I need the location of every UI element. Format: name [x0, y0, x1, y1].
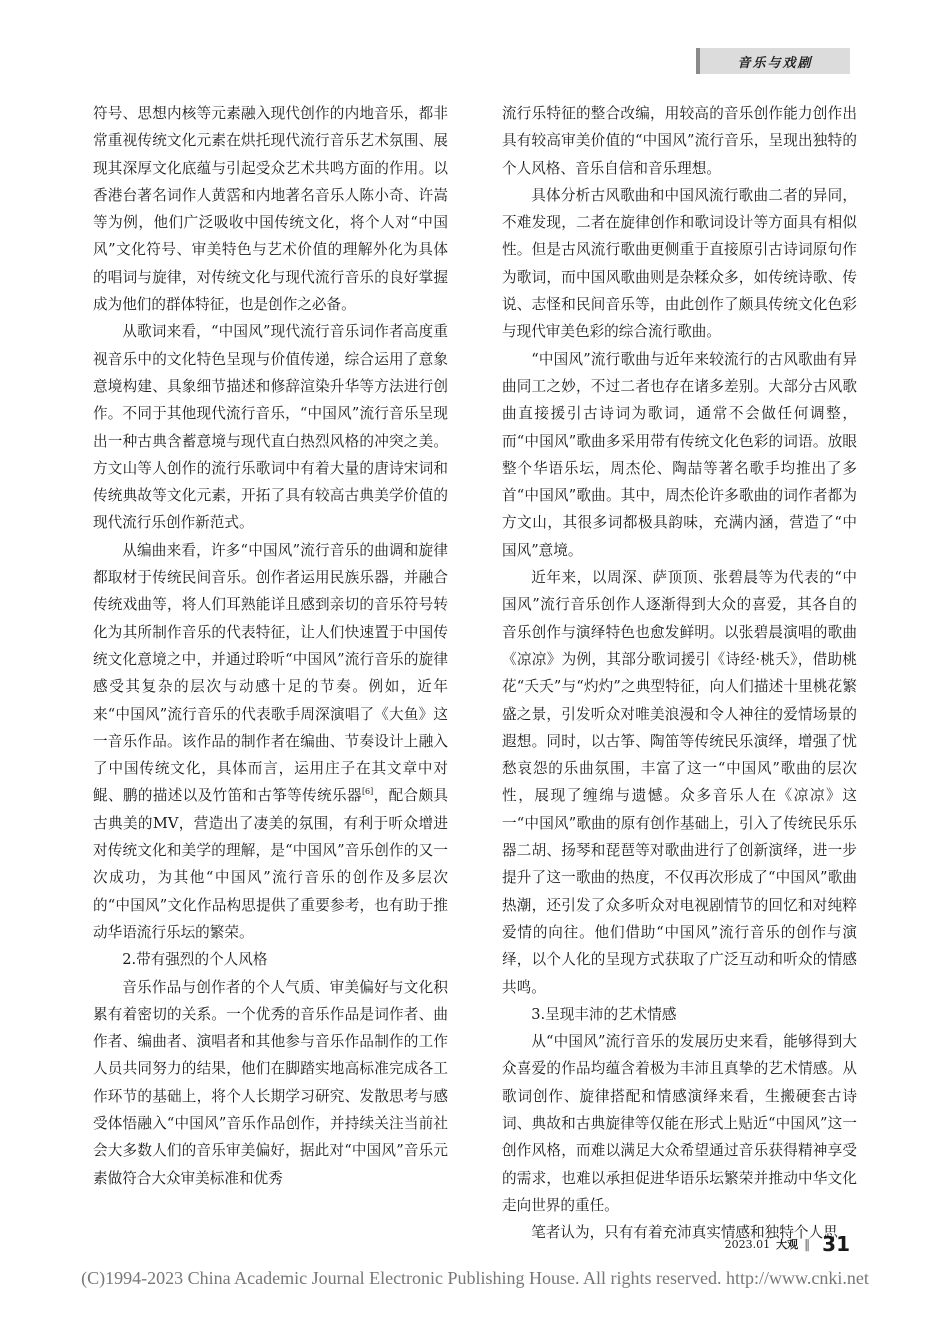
left-column	[93, 100, 448, 1192]
footer-issue: 2023.01	[724, 1237, 771, 1251]
section-header-tab	[696, 48, 850, 74]
paragraph-text: ，配合颇具古典美的MV，营造出了凄美的氛围，有利于听众增进对传统文化和美学的理解，是“中国风”音乐创作的又一次成功，为其他“中国风”流行音乐的创作及多层次的“中国风”文化作品构思提供了重要参考，也有助于推动华语流行乐坛的繁荣。	[93, 787, 448, 941]
paragraph: 从歌词来看，“中国风”现代流行音乐词作者高度重视音乐中的文化特色呈现与价值传递，综合运用了意象意境构建、具象细节描述和修辞渲染升华等方法进行创作。不同于其他现代流行音乐，“中国风”流行音乐呈现出一种古典含蓄意境与现代直白热烈风格的冲突之美。方文山等人创作的流行乐歌词中有着大量的唐诗宋词和传统典故等文化元素，开拓了具有较高古典美学价值的现代流行乐创作新范式。	[93, 323, 448, 532]
citation-ref: [6]	[361, 787, 374, 797]
paragraph: “中国风”流行歌曲与近年来较流行的古风歌曲有异曲同工之妙，不过二者也存在诸多差别。大部分古风歌曲直接援引古诗词为歌词，通常不会做任何调整，而“中国风”歌曲多采用带有传统文化色彩的词语。放眼整个华语乐坛，周杰伦、陶喆等著名歌手均推出了多首“中国风”歌曲。其中，周杰伦许多歌曲的词作者都为方文山，其很多词都极具韵味，充满内涵，营造了“中国风”意境。	[502, 350, 857, 559]
footer-separator: ‖	[804, 1237, 811, 1251]
section-heading: 2.带有强烈的个人风格	[122, 951, 268, 969]
section-title: 音乐与戏剧	[737, 55, 813, 71]
section-heading: 3.呈现丰沛的艺术情感	[531, 1005, 677, 1023]
paragraph: 笔者认为，只有有着充沛真实情感和独特个人思	[531, 1224, 838, 1242]
paragraph: 流行乐特征的整合改编，用较高的音乐创作能力创作出具有较高审美价值的“中国风”流行音乐，呈现出独特的个人风格、音乐自信和音乐理想。	[502, 105, 857, 177]
paragraph	[93, 537, 448, 946]
right-column	[502, 100, 857, 1246]
paragraph: 从“中国风”流行音乐的发展历史来看，能够得到大众喜爱的作品均蕴含着极为丰沛且真挚的艺术情感。从歌词创作、旋律搭配和情感演绎来看，生搬硬套古诗词、典故和古典旋律等仅能在形式上贴近“中国风”这一创作风格，而难以满足大众希望通过音乐获得精神享受的需求，也难以承担促进华语乐坛繁荣并推动中华文化走向世界的重任。	[502, 1033, 857, 1214]
copyright-notice: (C)1994-2023 China Academic Journal Electronic Publishing House. All rights reserved. http://www.cnki.net	[81, 1268, 869, 1288]
paragraph: 音乐作品与创作者的个人气质、审美偏好与文化积累有着密切的关系。一个优秀的音乐作品是词作者、曲作者、编曲者、演唱者和其他参与音乐作品制作的工作人员共同努力的结果，他们在脚踏实地高标准完成各工作环节的基础上，将个人长期学习研究、发散思考与感受体悟融入“中国风”音乐作品创作，并持续关注当前社会大多数人们的音乐审美偏好，据此对“中国风”音乐元素做符合大众审美标准和优秀	[93, 978, 448, 1187]
paragraph: 符号、思想内核等元素融入现代创作的内地音乐，都非常重视传统文化元素在烘托现代流行音乐艺术氛围、展现其深厚文化底蕴与引起受众艺术共鸣方面的作用。以香港台著名词作人黄霑和内地著名音乐人陈小奇、许嵩等为例，他们广泛吸收中国传统文化，将个人对“中国风”文化符号、审美特色与艺术价值的理解外化为具体的唱词与旋律，对传统文化与现代流行音乐的良好掌握成为他们的群体特征，也是创作之必备。	[93, 105, 448, 314]
paragraph-text: 从编曲来看，许多“中国风”流行音乐的曲调和旋律都取材于传统民间音乐。创作者运用民族乐器，并融合传统戏曲等，将人们耳熟能详且感到亲切的音乐符号转化为其所制作音乐的代表特征，让人们快速置于中国传统文化意境之中，并通过聆听“中国风”流行音乐的旋律感受其复杂的层次与动感十足的节奏。例如，近年来“中国风”流行音乐的代表歌手周深演唱了《大鱼》这一音乐作品。该作品的制作者在编曲、节奏设计上融入了中国传统文化，具体而言，运用庄子在其文章中对鲲、鹏的描述以及竹笛和古筝等传统乐器	[93, 541, 448, 805]
footer-journal-name: 大观	[776, 1238, 799, 1251]
page-number: 31	[822, 1232, 850, 1256]
paragraph: 具体分析古风歌曲和中国风流行歌曲二者的异同，不难发现，二者在旋律创作和歌词设计等方面具有相似性。但是古风流行歌曲更侧重于直接原引古诗词原句作为歌词，而中国风歌曲则是杂糅众多，如传统诗歌、传说、志怪和民间音乐等，由此创作了颇具传统文化色彩与现代审美色彩的综合流行歌曲。	[502, 186, 857, 341]
page-footer	[725, 1232, 850, 1256]
paragraph: 近年来，以周深、萨顶顶、张碧晨等为代表的“中国风”流行音乐创作人逐渐得到大众的喜爱，其各自的音乐创作与演绎特色也愈发鲜明。以张碧晨演唱的歌曲《凉凉》为例，其部分歌词援引《诗经·桃夭》，借助桃花“夭夭”与“灼灼”之典型特征，向人们描述十里桃花繁盛之景，引发听众对唯美浪漫和令人神往的爱情场景的遐想。同时，以古筝、陶笛等传统民乐演绎，增强了忧愁哀怨的乐曲氛围，丰富了这一“中国风”歌曲的层次性，展现了缠绵与遗憾。众多音乐人在《凉凉》这一“中国风”歌曲的原有创作基础上，引入了传统民乐乐器二胡、扬琴和琵琶等对歌曲进行了创新演绎，进一步提升了这一歌曲的热度，不仅再次形成了“中国风”歌曲热潮，还引发了众多听众对电视剧情节的回忆和对纯粹爱情的向往。他们借助“中国风”流行音乐的创作与演绎，以个人化的呈现方式获取了广泛互动和听众的情感共鸣。	[502, 569, 857, 996]
